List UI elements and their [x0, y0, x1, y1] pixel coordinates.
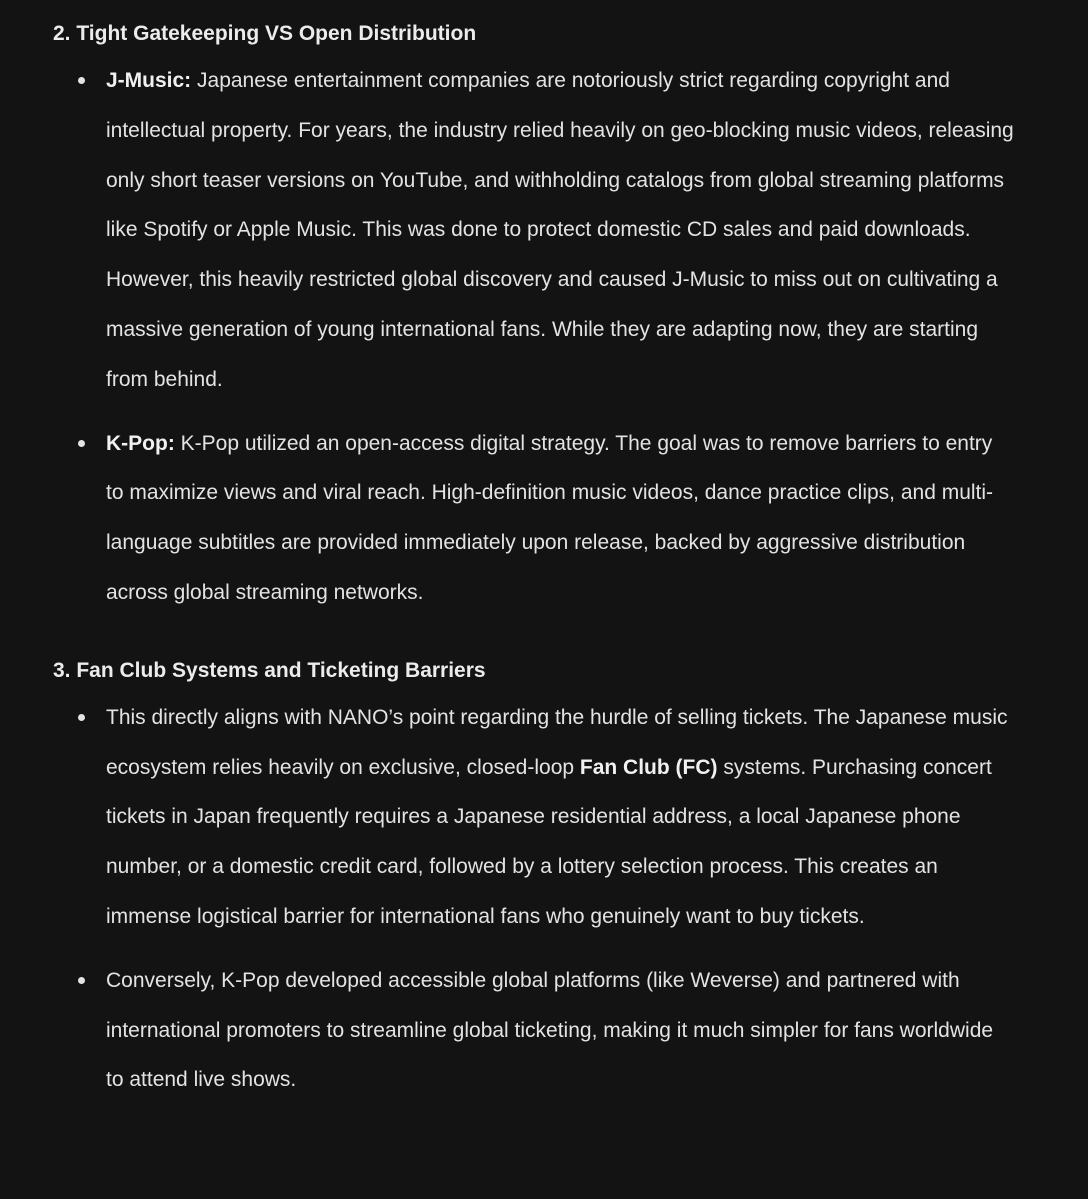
bullet-item-k-pop: [53, 419, 1014, 618]
bullet-dot-icon: [78, 977, 85, 984]
bullet-text-ticketing-after: systems. Purchasing concert tickets in Japan frequently requires a Japanese residential address, a local Japanese phone number, or a domestic credit card, followed by a lottery selection process. This creates an immense logistical barrier for international fans who genuinely want to buy tickets.: [106, 755, 992, 928]
bullet-lead-k-pop: K-Pop:: [106, 431, 175, 455]
bullet-item-j-music: [53, 56, 1014, 405]
bullet-item-ticketing: [53, 693, 1014, 942]
bullet-lead-j-music: J-Music:: [106, 69, 192, 92]
bullet-text-j-music: Japanese entertainment companies are notoriously strict regarding copyright and intellectual property. For years, the industry relied heavily on geo-blocking music videos, releasing only short teaser versions on YouTube, and withholding catalogs from global streaming platforms like Spotify or Apple Music. This was done to protect domestic CD sales and paid downloads. However, this heavily restricted global discovery and caused J-Music to miss out on cultivating a massive generation of young international fans. While they are adapting now, they are starting from behind.: [106, 69, 1014, 391]
bullet-emphasis-fan-club: Fan Club (FC): [579, 755, 718, 779]
bullet-text-ticketing-before: This directly aligns with NANO’s point regarding the hurdle of selling tickets. The Japanese music ecosystem relies heavily on exclusive, closed-loop: [106, 705, 1008, 779]
bullet-item-k-pop-platforms: [53, 956, 1014, 1105]
bullet-list-distribution: [53, 56, 1023, 618]
bullet-dot-icon: [78, 714, 85, 721]
section-heading-fan-club: 3. Fan Club Systems and Ticketing Barriers: [53, 658, 486, 682]
bullet-text-k-pop-platforms: Conversely, K-Pop developed accessible global platforms (like Weverse) and partnered with international promoters to streamline global ticketing, making it much simpler for fans worldwide to attend live shows.: [106, 968, 994, 1092]
bullet-text-k-pop: K-Pop utilized an open-access digital strategy. The goal was to remove barriers to entry to maximize views and viral reach. High-definition music videos, dance practice clips, and multi-language subtitles are provided immediately upon release, backed by aggressive distribution across global streaming networks.: [106, 431, 994, 604]
section-heading-distribution: 2. Tight Gatekeeping VS Open Distribution: [53, 22, 477, 45]
bullet-list-fan-club: [53, 693, 1023, 1105]
bullet-dot-icon: [78, 440, 85, 447]
bullet-dot-icon: [78, 77, 85, 84]
